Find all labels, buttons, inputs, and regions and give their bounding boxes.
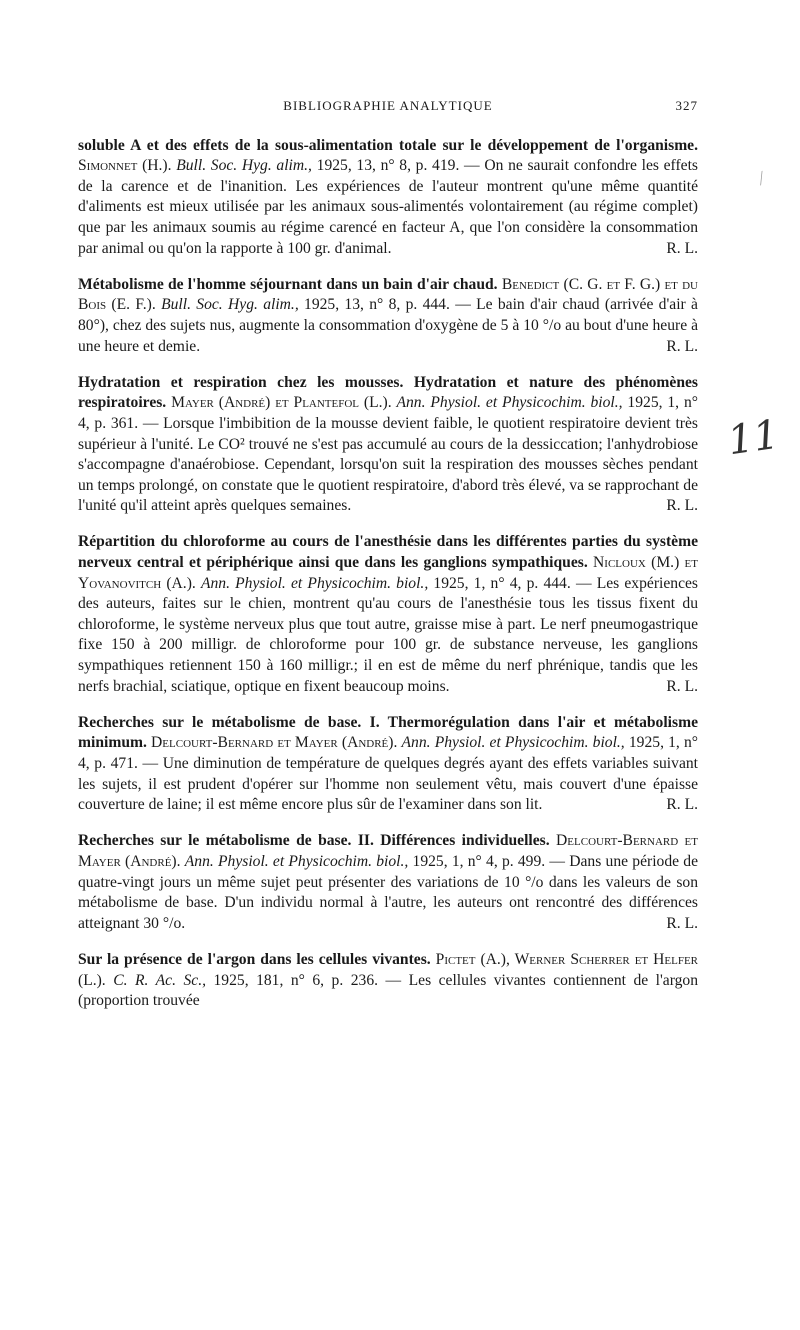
entry-title: Hydratation et respiration chez les mousses. Hydratation et nature des phénomènes respiratoires. bbox=[78, 373, 698, 412]
entry-journal: Ann. Physiol. et Physicochim. biol., bbox=[184, 852, 409, 870]
entry-journal: Bull. Soc. Hyg. alim., bbox=[176, 157, 312, 175]
entry-reference: 1925, 13, n° 8, p. 419. bbox=[316, 157, 460, 175]
running-head bbox=[78, 98, 698, 120]
entry-title: Recherches sur le métabolisme de base. I. Thermorégulation dans l'air et métabolisme minimum. bbox=[78, 713, 698, 752]
page-body bbox=[78, 98, 698, 1021]
bibliography-entry bbox=[78, 136, 698, 260]
entry-abstract: — Dans une période de quatre-vingt jours un même sujet peut présenter des variations de 10 °/o dans les valeurs de son métabolisme de base. D'un individu normal à l'autre, les auteurs ont rencontré des différences atteignant 30 °/o. bbox=[78, 852, 698, 932]
entry-reference: 1925, 1, n° 4, p. 471. bbox=[78, 734, 698, 772]
entry-abstract: — Les expériences des auteurs, faites sur le chien, montrent qu'au cours de l'anesthésie tous les tissus fixent du chloroforme, le système nerveux plus que tout autre, graisse mise à part. Le nerf pneumogastrique fixe 150 à 200 milligr. de chloroforme pour 100 gr. de substance nerveuse, les ganglions sympathiques retiennent 150 à 160 milligr.; il en est de même du nerf phrénique, tandis que les nerfs brachial, sciatique, optique en fixent beaucoup moins. bbox=[78, 574, 698, 695]
pencil-mark-icon: ⁄ bbox=[754, 168, 768, 188]
entry-journal: Bull. Soc. Hyg. alim., bbox=[161, 296, 299, 314]
entry-signature: R. L. bbox=[666, 337, 698, 355]
entry-authors: Delcourt-Bernard et Mayer (André). bbox=[78, 832, 698, 870]
page-number: 327 bbox=[675, 98, 698, 113]
entry-abstract: — Le bain d'air chaud (arrivée d'air à 80°), chez des sujets nus, augmente la consommation d'oxygène de 5 à 10 °/o au bout d'une heure à une heure et demie. bbox=[78, 296, 698, 355]
entry-title: Sur la présence de l'argon dans les cellules vivantes. bbox=[78, 950, 431, 968]
entry-abstract: — On ne saurait confondre les effets de la carence et de l'inanition. Les expériences de l'auteur montrent qu'une même quantité d'aliments est mieux utilisée par les animaux sous-alimentés volontairement (au régime complet) que par les animaux soumis au régime carencé en facteur A, que l'on considère la consommation par animal ou qu'on la rapporte à 100 gr. d'animal. bbox=[78, 157, 698, 257]
handwritten-margin-note: 11 bbox=[725, 411, 782, 465]
entry-reference: 1925, 1, n° 4, p. 499. bbox=[412, 852, 546, 870]
bibliography-entry bbox=[78, 713, 698, 816]
entry-signature: R. L. bbox=[666, 497, 698, 515]
bibliography-entry bbox=[78, 532, 698, 697]
entry-authors: Pictet (A.), Werner Scherrer et Helfer (L.). bbox=[78, 950, 698, 989]
entry-authors: Mayer (André) et Plantefol (L.). bbox=[171, 394, 392, 412]
bibliography-entry bbox=[78, 950, 698, 1012]
entry-signature: R. L. bbox=[666, 914, 698, 932]
bibliography-entries bbox=[78, 136, 698, 1012]
bibliography-entry bbox=[78, 275, 698, 357]
entry-abstract: — Les cellules vivantes contiennent de l'argon (proportion trouvée bbox=[78, 971, 699, 1010]
entry-title: Métabolisme de l'homme séjournant dans un bain d'air chaud. bbox=[78, 275, 498, 293]
entry-signature: R. L. bbox=[666, 796, 698, 814]
entry-journal: C. R. Ac. Sc., bbox=[113, 971, 206, 989]
entry-authors: Delcourt-Bernard et Mayer (André). bbox=[151, 734, 398, 752]
entry-journal: Ann. Physiol. et Physicochim. biol., bbox=[200, 574, 429, 592]
entry-reference: 1925, 13, n° 8, p. 444. bbox=[304, 296, 450, 314]
entry-title: Répartition du chloroforme au cours de l'anesthésie dans les différentes parties du système nerveux central et périphérique ainsi que dans les ganglions sympathiques. bbox=[78, 533, 698, 572]
entry-reference: 1925, 1, n° 4, p. 361. bbox=[78, 394, 698, 432]
entry-title: soluble A et des effets de la sous-alimentation totale sur le développement de l'organisme. bbox=[78, 136, 698, 154]
entry-signature: R. L. bbox=[666, 677, 698, 695]
entry-journal: Ann. Physiol. et Physicochim. biol., bbox=[396, 394, 623, 412]
entry-signature: R. L. bbox=[666, 239, 698, 257]
entry-authors: Nicloux (M.) et Yovanovitch (A.). bbox=[78, 554, 698, 592]
bibliography-entry bbox=[78, 831, 698, 934]
entry-reference: 1925, 1, n° 4, p. 444. bbox=[433, 574, 571, 592]
running-head-title: BIBLIOGRAPHIE ANALYTIQUE bbox=[283, 98, 493, 113]
entry-journal: Ann. Physiol. et Physicochim. biol., bbox=[401, 734, 625, 752]
entry-authors: Benedict (C. G. et F. G.) et du Bois (E. F.). bbox=[78, 275, 698, 314]
entry-abstract: — Lorsque l'imbibition de la mousse devient faible, le quotient respiratoire devient très supérieur à l'unité. Le CO² trouvé ne s'est pas accumulé au cours de la dessiccation; l'anhydrobiose s'accompagne d'anaérobiose. Cependant, lorsqu'on suit la respiration des mousses sèches pendant un temps prolongé, on constate que le quotient respiratoire, d'abord très élevé, va se rapprochant de l'unité qu'il atteint après quelques semaines. bbox=[78, 414, 698, 515]
entry-reference: 1925, 181, n° 6, p. 236. bbox=[213, 971, 379, 989]
entry-title: Recherches sur le métabolisme de base. II. Différences individuelles. bbox=[78, 832, 550, 850]
entry-abstract: — Une diminution de température de quelques degrés ayant des effets variables suivant les sujets, il est prudent d'opérer sur l'homme non seulement vêtu, mais couvert d'une épaisse couverture de laine; il est même encore plus sûr de l'examiner dans son lit. bbox=[78, 755, 698, 814]
entry-authors: Simonnet (H.). bbox=[78, 157, 172, 175]
bibliography-entry bbox=[78, 373, 698, 517]
